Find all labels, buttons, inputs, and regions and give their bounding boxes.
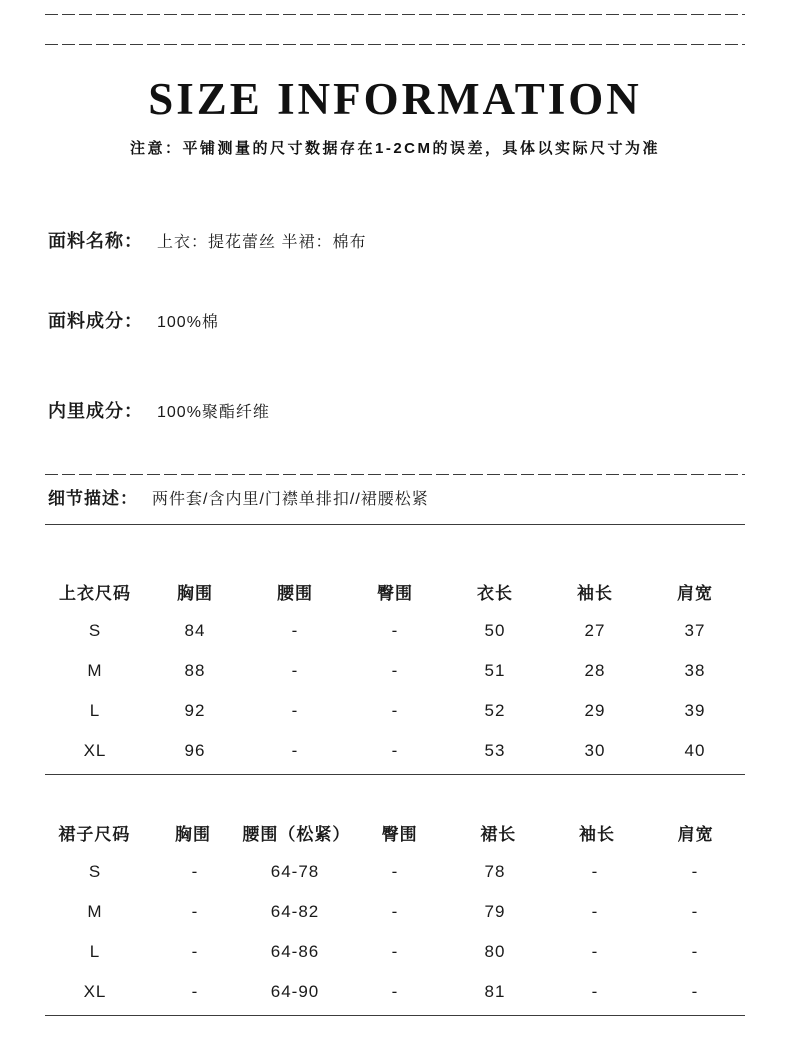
detail-top-divider bbox=[45, 474, 745, 475]
table-cell: - bbox=[291, 701, 299, 720]
table-cell: M bbox=[87, 902, 103, 921]
table-cell: 53 bbox=[484, 741, 506, 760]
table-cell: 64-78 bbox=[270, 862, 320, 881]
table-cell: - bbox=[591, 902, 599, 921]
table-row bbox=[45, 691, 745, 731]
lining-composition-label: 内里成分： bbox=[48, 401, 143, 421]
table-header-cell: 臀围 bbox=[377, 583, 413, 603]
table-cell: - bbox=[691, 862, 699, 881]
table-row bbox=[45, 932, 745, 972]
table-cell: 39 bbox=[684, 701, 706, 720]
table-cell: 40 bbox=[684, 741, 706, 760]
table-header-cell: 腰围（松紧） bbox=[242, 824, 351, 844]
table-cell: - bbox=[191, 942, 199, 961]
table-cell: 27 bbox=[584, 621, 606, 640]
table-cell: - bbox=[291, 621, 299, 640]
table-cell: - bbox=[691, 982, 699, 1001]
fabric-composition-value: 100%棉 bbox=[157, 314, 219, 331]
table-row bbox=[45, 892, 745, 932]
table-header-cell: 裙长 bbox=[480, 824, 517, 844]
table-cell: - bbox=[591, 982, 599, 1001]
table-cell: - bbox=[391, 621, 399, 640]
table-cell: 92 bbox=[184, 701, 206, 720]
fabric-composition-row bbox=[48, 310, 790, 334]
table-cell: 84 bbox=[184, 621, 206, 640]
table-cell: 80 bbox=[484, 942, 506, 961]
detail-description-row bbox=[48, 488, 790, 511]
table-cell: 51 bbox=[484, 661, 506, 680]
table-header-cell: 腰围 bbox=[277, 583, 313, 603]
table-cell: 88 bbox=[184, 661, 206, 680]
top-divider-2 bbox=[45, 44, 745, 45]
table-cell: 37 bbox=[684, 621, 706, 640]
table-cell: - bbox=[691, 902, 699, 921]
table-cell: 78 bbox=[484, 862, 506, 881]
table-header-cell: 上衣尺码 bbox=[59, 583, 131, 603]
table-header-cell: 肩宽 bbox=[677, 824, 714, 844]
table-cell: - bbox=[591, 862, 599, 881]
table-header-cell: 裙子尺码 bbox=[58, 824, 131, 844]
table-cell: XL bbox=[83, 741, 107, 760]
bottom-divider bbox=[45, 1015, 745, 1016]
table-cell: 64-90 bbox=[270, 982, 320, 1001]
table-cell: S bbox=[88, 621, 102, 640]
table-cell: - bbox=[391, 942, 399, 961]
table-cell: 38 bbox=[684, 661, 706, 680]
table-row bbox=[45, 731, 745, 771]
table-cell: - bbox=[291, 661, 299, 680]
table-cell: - bbox=[391, 982, 399, 1001]
table-cell: 50 bbox=[484, 621, 506, 640]
table-cell: 64-82 bbox=[270, 902, 320, 921]
table-header-cell: 胸围 bbox=[177, 583, 213, 603]
table-row bbox=[45, 611, 745, 651]
fabric-name-label: 面料名称： bbox=[48, 231, 143, 251]
table-cell: 30 bbox=[584, 741, 606, 760]
measurement-notice: 注意：平铺测量的尺寸数据存在1-2CM的误差，具体以实际尺寸为准 bbox=[129, 140, 660, 157]
table-cell: - bbox=[391, 862, 399, 881]
table-cell: - bbox=[391, 741, 399, 760]
table-cell: - bbox=[391, 701, 399, 720]
table-cell: S bbox=[88, 862, 102, 881]
detail-description-value: 两件套/含内里/门襟单排扣//裙腰松紧 bbox=[152, 491, 429, 508]
table-cell: L bbox=[89, 701, 101, 720]
fabric-composition-label: 面料成分： bbox=[48, 311, 143, 331]
table-cell: - bbox=[591, 942, 599, 961]
fabric-name-row bbox=[48, 230, 790, 254]
table-cell: 81 bbox=[484, 982, 506, 1001]
table-header-cell: 袖长 bbox=[577, 583, 613, 603]
table-header-cell: 袖长 bbox=[578, 824, 615, 844]
skirt-size-table bbox=[45, 812, 745, 1012]
lining-composition-row bbox=[48, 400, 790, 424]
table-cell: 29 bbox=[584, 701, 606, 720]
table-row bbox=[45, 651, 745, 691]
top-divider-1 bbox=[45, 14, 745, 15]
table-header-row bbox=[45, 812, 745, 852]
lining-composition-value: 100%聚酯纤维 bbox=[157, 404, 270, 421]
table-cell: 28 bbox=[584, 661, 606, 680]
table-cell: - bbox=[391, 661, 399, 680]
table-cell: 96 bbox=[184, 741, 206, 760]
table-cell: XL bbox=[83, 982, 107, 1001]
table-cell: - bbox=[191, 902, 199, 921]
table-cell: 52 bbox=[484, 701, 506, 720]
detail-bottom-divider bbox=[45, 524, 745, 525]
table-header-cell: 衣长 bbox=[477, 583, 513, 603]
table-cell: 79 bbox=[484, 902, 506, 921]
fabric-name-value: 上衣：提花蕾丝 半裙：棉布 bbox=[157, 234, 367, 251]
table-header-cell: 肩宽 bbox=[677, 583, 713, 603]
size-information-page bbox=[0, 14, 790, 1043]
page-title: SIZE INFORMATION bbox=[148, 74, 642, 124]
table-cell: - bbox=[191, 862, 199, 881]
table-header-cell: 臀围 bbox=[381, 824, 418, 844]
top-size-table bbox=[45, 571, 745, 771]
table-row bbox=[45, 972, 745, 1012]
table-cell: M bbox=[87, 661, 103, 680]
table-cell: - bbox=[691, 942, 699, 961]
table-cell: - bbox=[191, 982, 199, 1001]
table-cell: 64-86 bbox=[270, 942, 320, 961]
table-cell: - bbox=[391, 902, 399, 921]
table-cell: - bbox=[291, 741, 299, 760]
table-cell: L bbox=[89, 942, 101, 961]
table-header-cell: 胸围 bbox=[174, 824, 211, 844]
table-row bbox=[45, 852, 745, 892]
table-divider bbox=[45, 774, 745, 775]
detail-description-label: 细节描述： bbox=[48, 489, 138, 508]
table-header-row bbox=[45, 571, 745, 611]
